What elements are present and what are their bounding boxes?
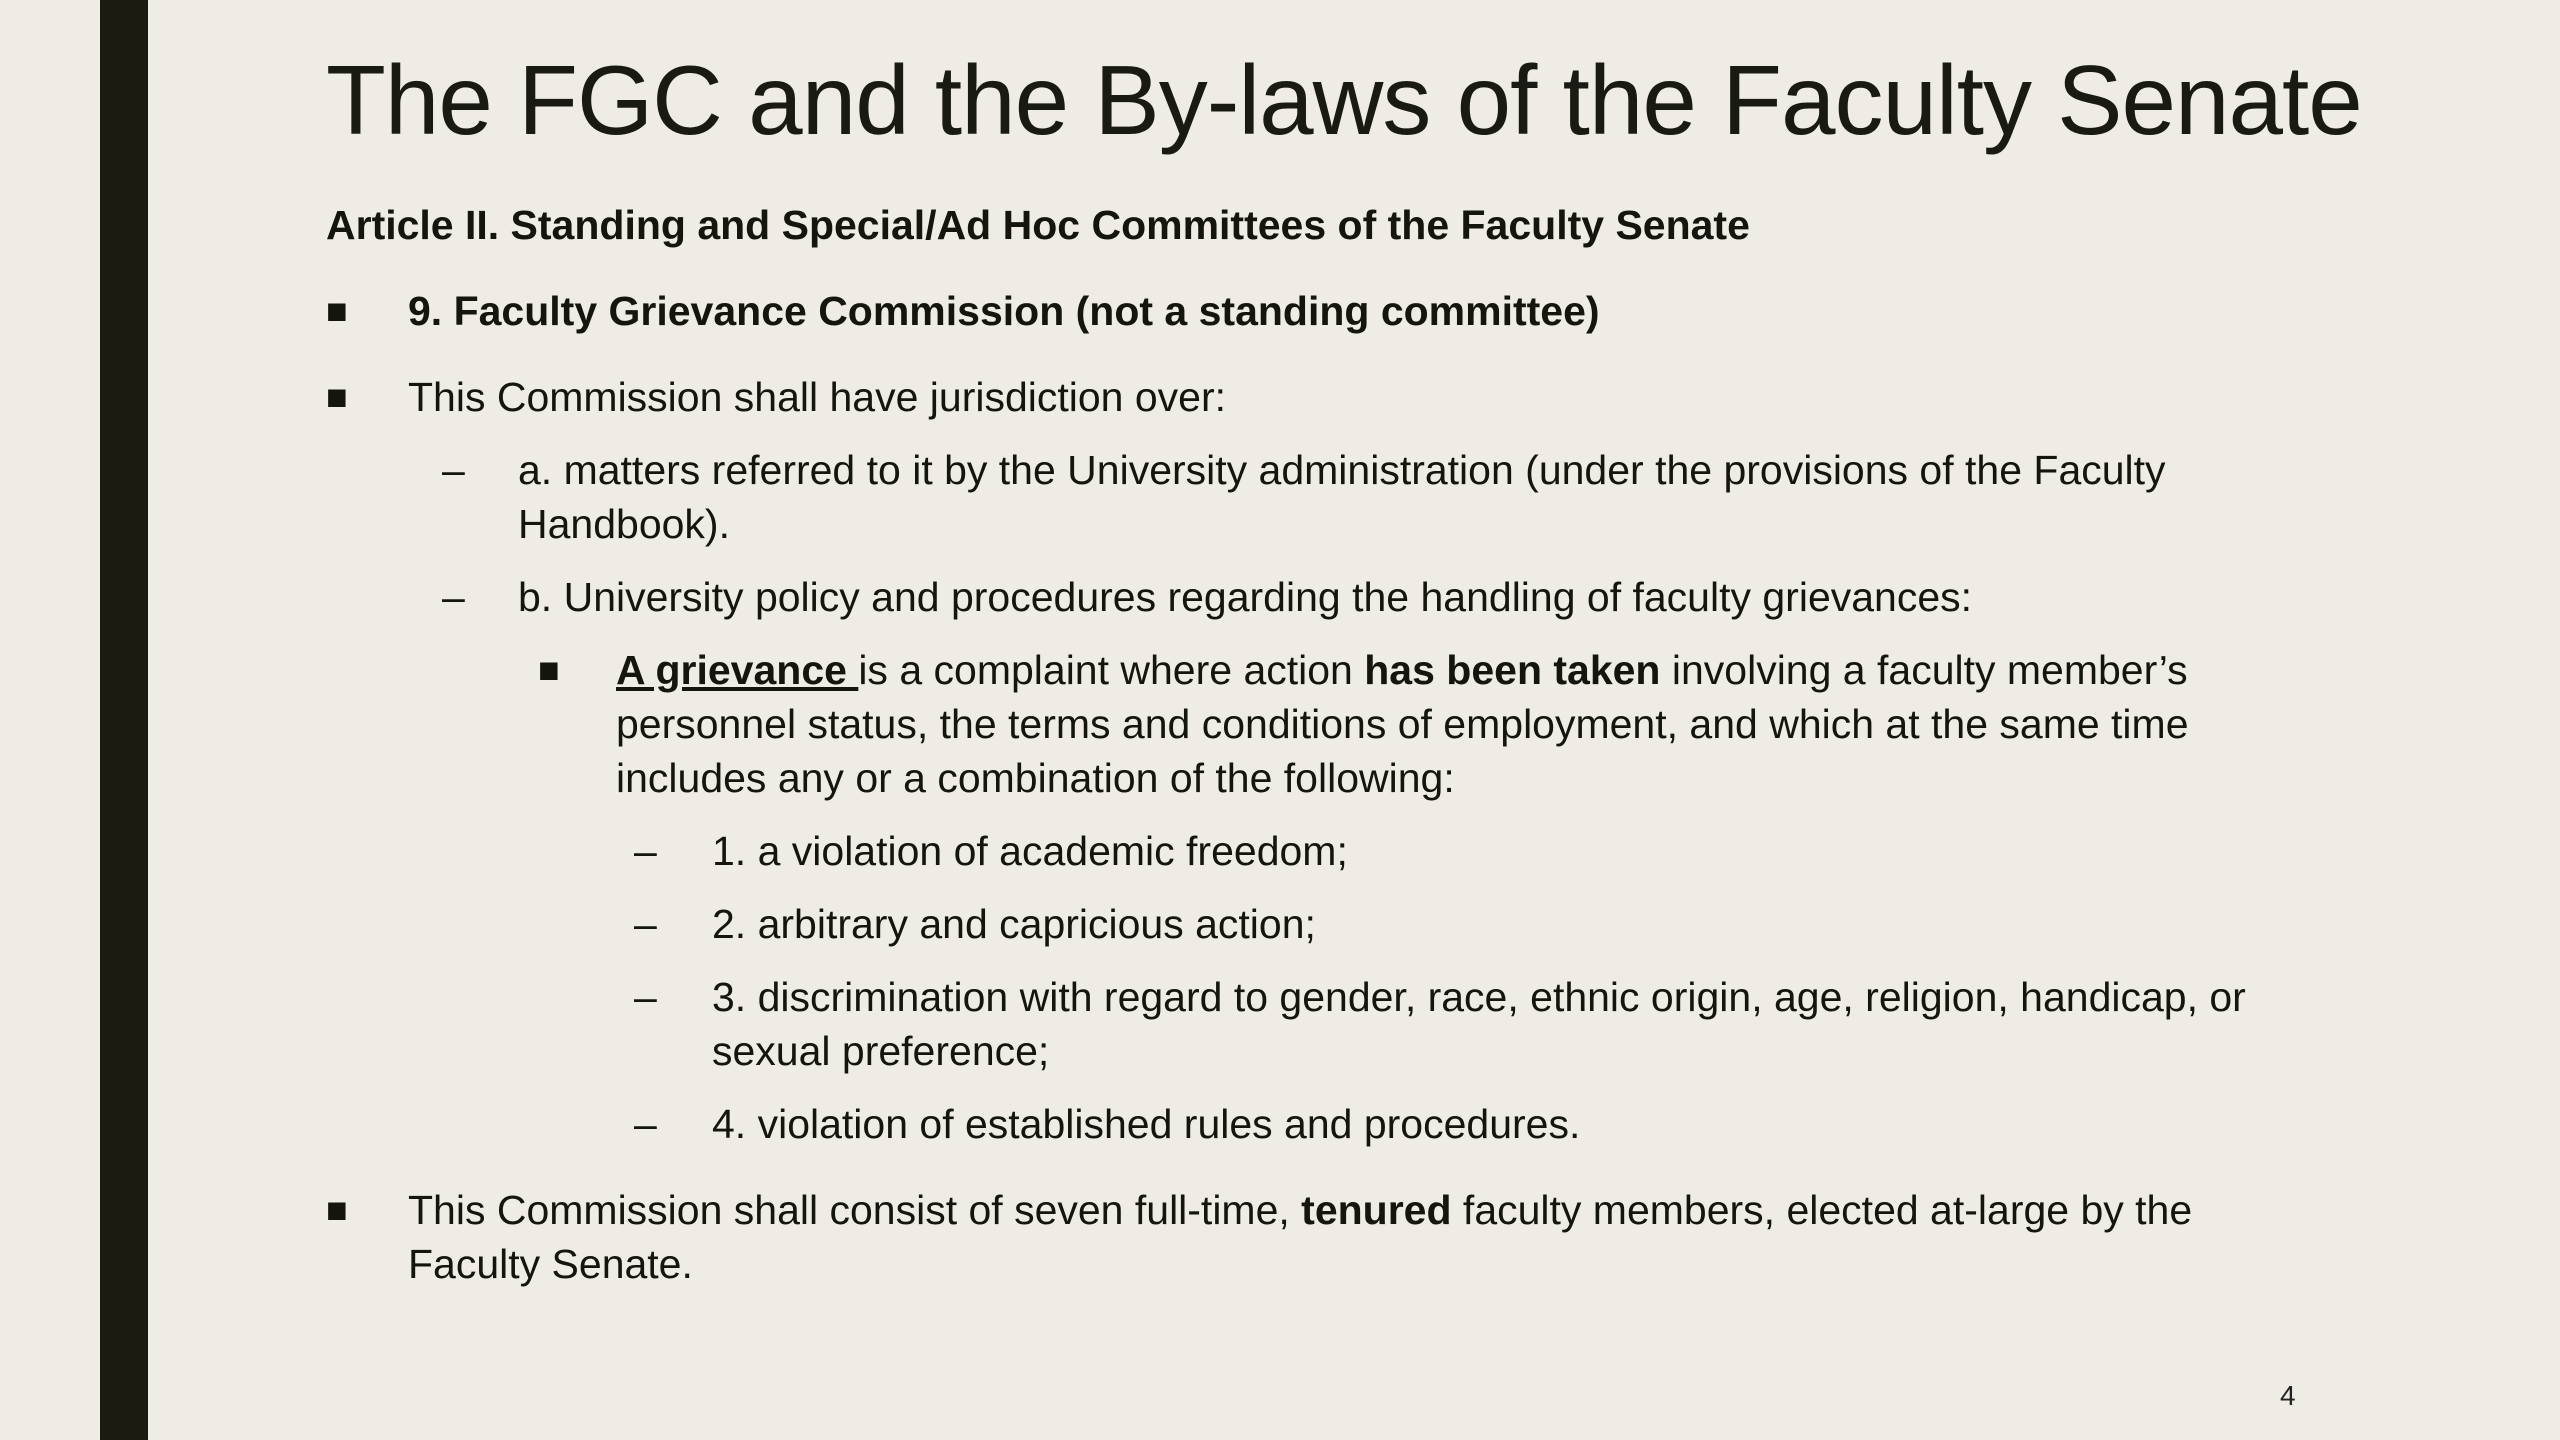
- grievance-item-3: [326, 970, 2316, 1078]
- list-item-text: 3. discrimination with regard to gender, race, ethnic origin, age, religion, handicap, or sexual preference;: [712, 974, 2246, 1074]
- composition-text-2: faculty members, elected at-large by the Faculty Senate.: [408, 1187, 2193, 1287]
- accent-side-bar: [100, 0, 148, 1440]
- dash-bullet-icon: –: [442, 447, 465, 493]
- composition-emphasis: tenured: [1301, 1187, 1452, 1233]
- page-number: 4: [2280, 1380, 2296, 1411]
- grievance-definition: [326, 643, 2316, 805]
- grievance-text-2: involving a faculty member’s personnel status, the terms and conditions of employment, and which at the same time includes any or a combination of the following:: [616, 647, 2189, 801]
- bullet-commission-title: [326, 284, 2316, 338]
- list-item-text: 2. arbitrary and capricious action;: [712, 901, 1316, 947]
- dash-bullet-icon: –: [634, 901, 657, 947]
- dash-bullet-icon: –: [634, 828, 657, 874]
- square-bullet-icon: ■: [326, 1189, 348, 1230]
- grievance-text-1: is a complaint where action: [858, 647, 1365, 693]
- slide-content: [326, 198, 2316, 1323]
- square-bullet-icon: ■: [326, 376, 348, 417]
- bullet-jurisdiction: [326, 370, 2316, 424]
- bullet-text: a. matters referred to it by the University administration (under the provisions of the Faculty Handbook).: [518, 447, 2166, 547]
- sub-bullet-b: [326, 570, 2316, 624]
- grievance-term: A grievance: [616, 647, 859, 693]
- grievance-emphasis: has been taken: [1364, 647, 1661, 693]
- article-heading: Article II. Standing and Special/Ad Hoc Committees of the Faculty Senate: [326, 202, 1750, 248]
- grievance-item-1: [326, 824, 2316, 878]
- slide-title: The FGC and the By-laws of the Faculty Senate: [326, 45, 2362, 155]
- bullet-text: 9. Faculty Grievance Commission (not a standing committee): [408, 288, 1600, 334]
- bullet-text: b. University policy and procedures regarding the handling of faculty grievances:: [518, 574, 1973, 620]
- grievance-item-2: [326, 897, 2316, 951]
- grievance-item-4: [326, 1097, 2316, 1151]
- square-bullet-icon: ■: [326, 290, 348, 331]
- list-item-text: 1. a violation of academic freedom;: [712, 828, 1348, 874]
- dash-bullet-icon: –: [634, 974, 657, 1020]
- sub-bullet-a: [326, 443, 2316, 551]
- square-bullet-icon: ■: [538, 649, 560, 690]
- dash-bullet-icon: –: [634, 1101, 657, 1147]
- bullet-composition: [326, 1183, 2316, 1291]
- dash-bullet-icon: –: [442, 574, 465, 620]
- bullet-text: This Commission shall have jurisdiction over:: [408, 374, 1227, 420]
- list-item-text: 4. violation of established rules and procedures.: [712, 1101, 1581, 1147]
- composition-text-1: This Commission shall consist of seven full-time,: [408, 1187, 1302, 1233]
